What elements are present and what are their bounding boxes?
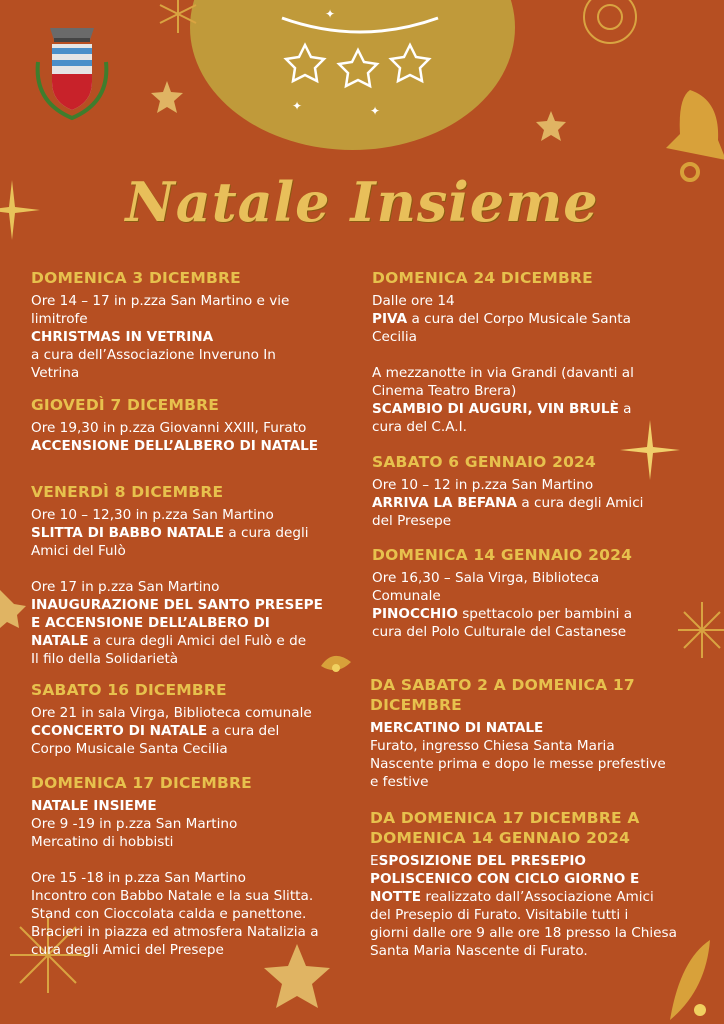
event-date: GIOVEDÌ 7 DICEMBRE	[31, 396, 220, 414]
event-text: a cura degli Amici del Fulò e de	[88, 633, 307, 649]
event-text: Ore 19,30 in p.zza Giovanni XXIII, Furato	[31, 420, 307, 436]
event-date: SABATO 6 GENNAIO 2024	[372, 453, 597, 471]
event-text: Ore 10 – 12,30 in p.zza San Martino	[31, 507, 274, 523]
event-title: NOTTE	[370, 889, 422, 905]
star-garland-icon	[270, 0, 450, 120]
event-text: cura degli Amici del Presepe	[31, 942, 224, 958]
event-text: del Presepio di Furato. Visitabile tutti i	[370, 907, 629, 923]
event-date: VENERDÌ 8 DICEMBRE	[31, 483, 224, 501]
event-text: Ore 15 -18 in p.zza San Martino	[31, 870, 246, 886]
snowflake-icon	[148, 0, 208, 35]
event-title: NATALE	[31, 633, 89, 649]
event-text: Ore 9 -19 in p.zza San Martino	[31, 816, 238, 832]
event-text: Cecilia	[372, 329, 417, 345]
event-block	[372, 268, 692, 436]
event-text: Mercatino di hobbisti	[31, 834, 174, 850]
event-text: realizzato dall’Associazione Amici	[421, 889, 654, 905]
svg-text:✦: ✦	[370, 104, 381, 118]
event-title: E ACCENSIONE DELL’ALBERO DI	[31, 615, 270, 631]
event-text: del Presepe	[372, 513, 452, 529]
event-text: Nascente prima e dopo le messe prefestive	[370, 756, 666, 772]
event-text: E	[370, 853, 379, 869]
event-text: Santa Maria Nascente di Furato.	[370, 943, 588, 959]
event-title: POLISCENICO CON CICLO GIORNO E	[370, 871, 640, 887]
event-text: e festive	[370, 774, 429, 790]
event-text: limitrofe	[31, 311, 88, 327]
event-title: CHRISTMAS IN VETRINA	[31, 329, 214, 345]
event-block	[31, 482, 341, 668]
event-title: PIVA	[372, 311, 408, 327]
event-text: Comunale	[372, 588, 441, 604]
event-text: a cura del	[207, 723, 280, 739]
event-date: DA SABATO 2 A DOMENICA 17	[370, 676, 635, 694]
event-date: SABATO 16 DICEMBRE	[31, 681, 227, 699]
event-text: Ore 21 in sala Virga, Biblioteca comunale	[31, 705, 312, 721]
event-date: DICEMBRE	[370, 696, 462, 714]
event-block	[31, 773, 351, 959]
event-block	[372, 452, 692, 530]
event-title: PINOCCHIO	[372, 606, 458, 622]
event-text: Vetrina	[31, 365, 80, 381]
event-date: DOMENICA 14 GENNAIO 2024	[370, 829, 631, 847]
event-text: Ore 10 – 12 in p.zza San Martino	[372, 477, 594, 493]
page-title: Natale Insieme	[125, 170, 599, 234]
event-text: a cura del Corpo Musicale Santa	[407, 311, 631, 327]
event-date: DOMENICA 3 DICEMBRE	[31, 269, 241, 287]
event-text: spettacolo per bambini a	[457, 606, 633, 622]
event-title: SLITTA DI BABBO NATALE	[31, 525, 225, 541]
event-date: DOMENICA 17 DICEMBRE	[31, 774, 252, 792]
event-text: Ore 16,30 – Sala Virga, Biblioteca	[372, 570, 600, 586]
event-block	[370, 808, 705, 960]
star-icon	[150, 80, 184, 114]
event-text: Stand con Cioccolata calda e panettone.	[31, 906, 307, 922]
event-text: cura del Polo Culturale del Castanese	[372, 624, 627, 640]
event-title: CCONCERTO DI NATALE	[31, 723, 208, 739]
event-title: ACCENSIONE DELL’ALBERO DI NATALE	[31, 438, 319, 454]
svg-text:✦: ✦	[292, 99, 303, 113]
event-date: DOMENICA 14 GENNAIO 2024	[372, 546, 633, 564]
event-text: Bracieri in piazza ed atmosfera Natalizia a	[31, 924, 319, 940]
event-text: a	[618, 401, 632, 417]
event-block	[372, 545, 692, 641]
event-text: giorni dalle ore 9 alle ore 18 presso la Chiesa	[370, 925, 677, 941]
event-title: MERCATINO DI NATALE	[370, 720, 544, 736]
event-block	[31, 395, 351, 455]
svg-text:✦: ✦	[325, 7, 336, 21]
event-text: A mezzanotte in via Grandi (davanti al	[372, 365, 634, 381]
event-title: ARRIVA LA BEFANA	[372, 495, 518, 511]
event-title: INAUGURAZIONE DEL SANTO PRESEPE	[31, 597, 323, 613]
municipal-crest-logo	[32, 22, 112, 124]
event-text: Incontro con Babbo Natale e la sua Slitta.	[31, 888, 314, 904]
event-text: a cura degli Amici	[517, 495, 644, 511]
event-text: Ore 14 – 17 in p.zza San Martino e vie	[31, 293, 290, 309]
snowflake-icon	[572, 0, 652, 55]
event-text: Corpo Musicale Santa Cecilia	[31, 741, 228, 757]
event-date: DOMENICA 24 DICEMBRE	[372, 269, 593, 287]
event-text: Cinema Teatro Brera)	[372, 383, 517, 399]
event-block	[370, 675, 700, 791]
event-title: NATALE INSIEME	[31, 798, 157, 814]
event-title: SCAMBIO DI AUGURI, VIN BRULÈ	[372, 401, 619, 417]
event-text: Amici del Fulò	[31, 543, 126, 559]
star-icon	[535, 110, 567, 142]
star-icon	[0, 585, 28, 640]
event-text: Ore 17 in p.zza San Martino	[31, 579, 220, 595]
event-text: Il filo della Solidarietà	[31, 651, 179, 667]
event-text: a cura dell’Associazione Inveruno In	[31, 347, 276, 363]
event-block	[31, 680, 351, 758]
event-text: a cura degli	[224, 525, 309, 541]
event-date: DA DOMENICA 17 DICEMBRE A	[370, 809, 640, 827]
event-title: SPOSIZIONE DEL PRESEPIO	[378, 853, 586, 869]
event-text: Dalle ore 14	[372, 293, 455, 309]
event-text: cura del C.A.I.	[372, 419, 467, 435]
event-block	[31, 268, 351, 382]
event-text: Furato, ingresso Chiesa Santa Maria	[370, 738, 615, 754]
